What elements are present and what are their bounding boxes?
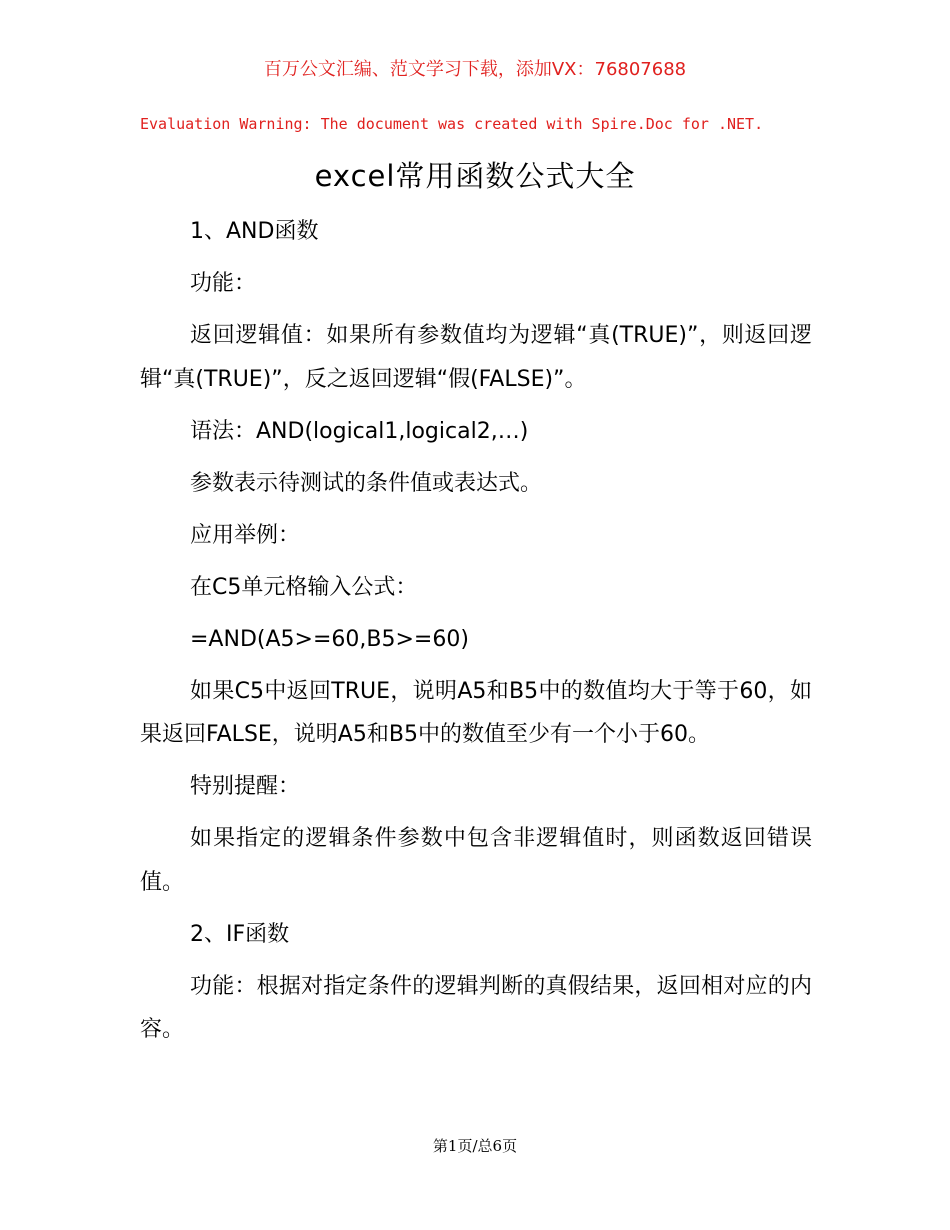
- paragraph: 特别提醒：: [190, 774, 301, 799]
- formula-example: =AND(A5>=60,B5>=60): [190, 626, 469, 652]
- evaluation-warning: Evaluation Warning: The document was created with Spire.Doc for .NET.: [140, 115, 764, 133]
- paragraph: 语法：AND(logical1,logical2,…): [190, 418, 529, 444]
- document-body: [140, 210, 812, 1060]
- paragraph: 在C5单元格输入公式：: [190, 574, 418, 600]
- paragraph: 参数表示待测试的条件值或表达式。: [190, 470, 543, 496]
- section-heading-and: 1、AND函数: [190, 219, 319, 244]
- section-heading-if: 2、IF函数: [190, 921, 290, 947]
- paragraph: 如果指定的逻辑条件参数中包含非逻辑值时，则函数返回错误值。: [140, 826, 812, 895]
- page-footer: 第1页/总6页: [432, 1137, 518, 1155]
- paragraph: 返回逻辑值：如果所有参数值均为逻辑“真(TRUE)”，则返回逻辑“真(TRUE)”，反之返回逻辑“假(FALSE)”。: [140, 323, 812, 392]
- header-banner: 百万公文汇编、范文学习下载，添加VX：76807688: [263, 59, 687, 80]
- paragraph: 功能：根据对指定条件的逻辑判断的真假结果，返回相对应的内容。: [140, 973, 812, 1042]
- document-title: excel常用函数公式大全: [314, 159, 636, 193]
- paragraph: 应用举例：: [190, 522, 301, 548]
- paragraph: 功能：: [190, 271, 257, 296]
- paragraph: 如果C5中返回TRUE，说明A5和B5中的数值均大于等于60，如果返回FALSE，说明A5和B5中的数值至少有一个小于60。: [140, 678, 812, 747]
